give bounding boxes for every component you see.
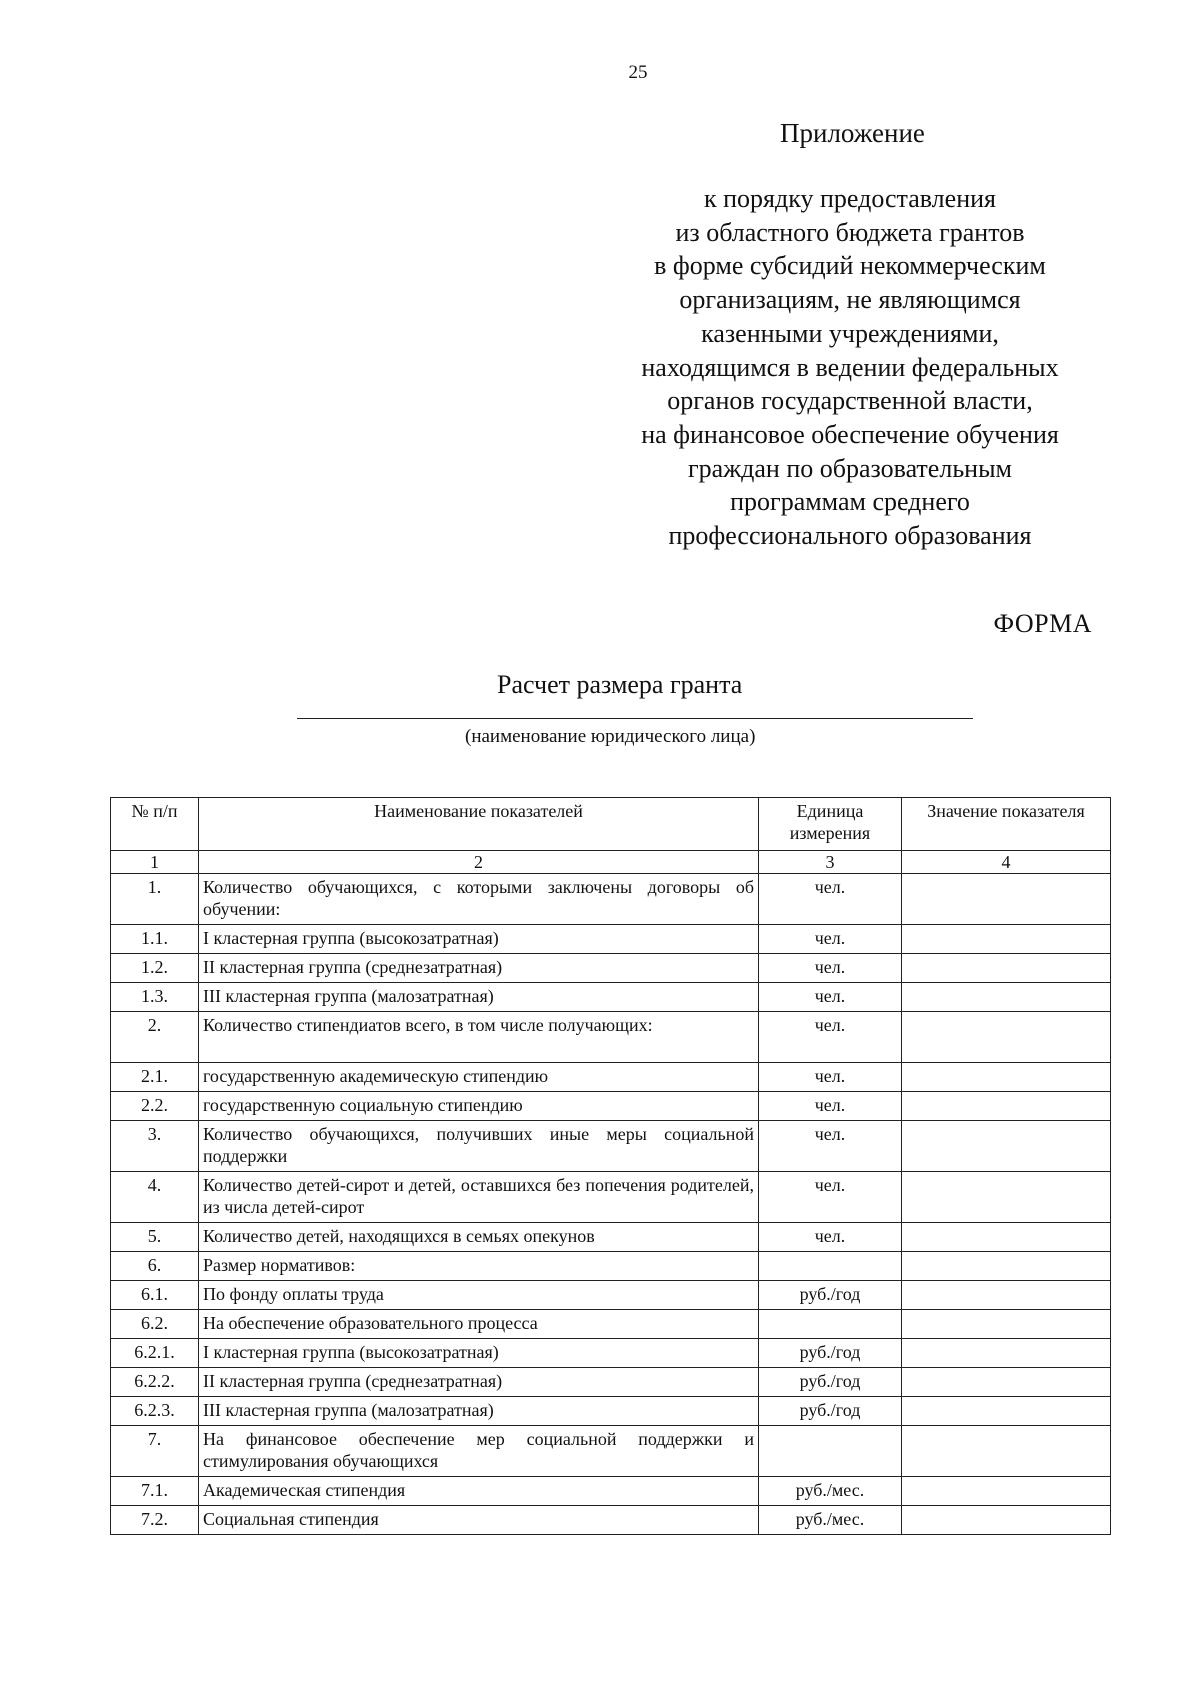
column-number: 1 <box>111 851 199 874</box>
appendix-line: граждан по образовательным <box>687 453 1013 483</box>
row-unit: руб./год <box>759 1397 902 1426</box>
row-value[interactable] <box>902 1506 1111 1535</box>
table-header-row <box>111 798 1111 851</box>
row-indicator-name: Количество обучающихся, с которыми заключены договоры об обучении: <box>199 874 759 925</box>
row-value[interactable] <box>902 1310 1111 1339</box>
row-value[interactable] <box>902 1121 1111 1172</box>
table-row <box>111 1092 1111 1121</box>
row-indicator-name: государственную академическую стипендию <box>199 1063 759 1092</box>
calc-title: Расчет размера гранта <box>497 670 743 699</box>
row-unit <box>759 1426 902 1477</box>
row-value[interactable] <box>902 1012 1111 1063</box>
row-number: 1.2. <box>111 954 199 983</box>
table-row <box>111 983 1111 1012</box>
row-number: 4. <box>111 1172 199 1223</box>
row-value[interactable] <box>902 1368 1111 1397</box>
row-unit: чел. <box>759 1063 902 1092</box>
appendix-line: органов государственной власти, <box>667 386 1033 416</box>
row-indicator-name: II кластерная группа (среднезатратная) <box>199 954 759 983</box>
row-indicator-name: III кластерная группа (малозатратная) <box>199 1397 759 1426</box>
row-number: 2.2. <box>111 1092 199 1121</box>
row-indicator-name: Количество обучающихся, получивших иные меры социальной поддержки <box>199 1121 759 1172</box>
row-number: 2.1. <box>111 1063 199 1092</box>
appendix-line: профессионального образования <box>668 521 1032 551</box>
entity-name-line <box>297 718 973 719</box>
row-number: 2. <box>111 1012 199 1063</box>
header-num: № п/п <box>111 798 199 851</box>
row-value[interactable] <box>902 1172 1111 1223</box>
row-number: 6.2.2. <box>111 1368 199 1397</box>
row-indicator-name: На финансовое обеспечение мер социальной поддержки и стимулирования обучающихся <box>199 1426 759 1477</box>
appendix-line: программам среднего <box>730 487 970 517</box>
row-unit: чел. <box>759 1223 902 1252</box>
row-value[interactable] <box>902 874 1111 925</box>
row-unit: чел. <box>759 954 902 983</box>
header-value: Значение показателя <box>902 798 1111 851</box>
row-unit: руб./мес. <box>759 1506 902 1535</box>
row-value[interactable] <box>902 954 1111 983</box>
row-number: 6.1. <box>111 1281 199 1310</box>
appendix-title: Приложение <box>780 118 925 148</box>
row-indicator-name: III кластерная группа (малозатратная) <box>199 983 759 1012</box>
row-unit: руб./мес. <box>759 1477 902 1506</box>
row-value[interactable] <box>902 1281 1111 1310</box>
form-label: ФОРМА <box>993 609 1092 638</box>
table-row <box>111 1172 1111 1223</box>
row-number: 3. <box>111 1121 199 1172</box>
row-value[interactable] <box>902 1397 1111 1426</box>
row-unit: руб./год <box>759 1368 902 1397</box>
table-row <box>111 1477 1111 1506</box>
row-indicator-name: I кластерная группа (высокозатратная) <box>199 1339 759 1368</box>
row-number: 5. <box>111 1223 199 1252</box>
row-indicator-name: Академическая стипендия <box>199 1477 759 1506</box>
row-indicator-name: II кластерная группа (среднезатратная) <box>199 1368 759 1397</box>
row-number: 6.2.3. <box>111 1397 199 1426</box>
row-value[interactable] <box>902 1426 1111 1477</box>
row-indicator-name: Количество детей, находящихся в семьях опекунов <box>199 1223 759 1252</box>
row-indicator-name: Количество детей-сирот и детей, оставшихся без попечения родителей, из числа детей-сирот <box>199 1172 759 1223</box>
table-row <box>111 925 1111 954</box>
column-number: 4 <box>902 851 1111 874</box>
row-number: 1.3. <box>111 983 199 1012</box>
table-row <box>111 1310 1111 1339</box>
row-unit: чел. <box>759 1092 902 1121</box>
table-row <box>111 1339 1111 1368</box>
table-row <box>111 1121 1111 1172</box>
row-number: 6. <box>111 1252 199 1281</box>
row-value[interactable] <box>902 1092 1111 1121</box>
table-row <box>111 1063 1111 1092</box>
row-unit: руб./год <box>759 1281 902 1310</box>
appendix-line: организациям, не являющимся <box>679 285 1021 315</box>
table-row <box>111 1223 1111 1252</box>
row-indicator-name: I кластерная группа (высокозатратная) <box>199 925 759 954</box>
column-number: 3 <box>759 851 902 874</box>
row-unit: чел. <box>759 925 902 954</box>
row-value[interactable] <box>902 1477 1111 1506</box>
row-value[interactable] <box>902 1063 1111 1092</box>
row-unit: чел. <box>759 1012 902 1063</box>
row-number: 1. <box>111 874 199 925</box>
page-number: 25 <box>628 62 648 83</box>
row-indicator-name: На обеспечение образовательного процесса <box>199 1310 759 1339</box>
row-indicator-name: Количество стипендиатов всего, в том числе получающих: <box>199 1012 759 1063</box>
column-number-row <box>111 851 1111 874</box>
row-indicator-name: государственную социальную стипендию <box>199 1092 759 1121</box>
table-row <box>111 954 1111 983</box>
table-row <box>111 1281 1111 1310</box>
table-row <box>111 1506 1111 1535</box>
row-number: 7.2. <box>111 1506 199 1535</box>
row-value[interactable] <box>902 1339 1111 1368</box>
row-number: 1.1. <box>111 925 199 954</box>
appendix-line: находящимся в ведении федеральных <box>641 352 1059 382</box>
header-unit: Единица измерения <box>759 798 902 851</box>
row-value[interactable] <box>902 925 1111 954</box>
appendix-line: к порядку предоставления <box>704 184 996 213</box>
table-row <box>111 1368 1111 1397</box>
row-unit <box>759 1252 902 1281</box>
row-number: 7.1. <box>111 1477 199 1506</box>
row-unit: чел. <box>759 874 902 925</box>
appendix-line: из областного бюджета грантов <box>675 217 1025 247</box>
row-unit <box>759 1310 902 1339</box>
row-number: 6.2. <box>111 1310 199 1339</box>
row-indicator-name: Размер нормативов: <box>199 1252 759 1281</box>
row-number: 7. <box>111 1426 199 1477</box>
column-number: 2 <box>199 851 759 874</box>
appendix-line: на финансовое обеспечение обучения <box>641 419 1059 449</box>
row-indicator-name: По фонду оплаты труда <box>199 1281 759 1310</box>
row-number: 6.2.1. <box>111 1339 199 1368</box>
row-value[interactable] <box>902 1223 1111 1252</box>
row-unit: руб./год <box>759 1339 902 1368</box>
appendix-line: казенными учреждениями, <box>701 318 999 348</box>
row-value[interactable] <box>902 983 1111 1012</box>
appendix-text <box>600 182 1100 553</box>
table-row <box>111 1397 1111 1426</box>
row-indicator-name: Социальная стипендия <box>199 1506 759 1535</box>
table-row <box>111 1012 1111 1063</box>
table-row <box>111 1252 1111 1281</box>
row-unit: чел. <box>759 983 902 1012</box>
row-unit: чел. <box>759 1172 902 1223</box>
appendix-line: в форме субсидий некоммерческим <box>654 251 1046 281</box>
table-row <box>111 1426 1111 1477</box>
row-value[interactable] <box>902 1252 1111 1281</box>
entity-caption: (наименование юридического лица) <box>465 726 756 747</box>
header-name: Наименование показателей <box>199 798 759 851</box>
grant-calculation-table <box>110 797 1111 1535</box>
table-row <box>111 874 1111 925</box>
row-unit: чел. <box>759 1121 902 1172</box>
